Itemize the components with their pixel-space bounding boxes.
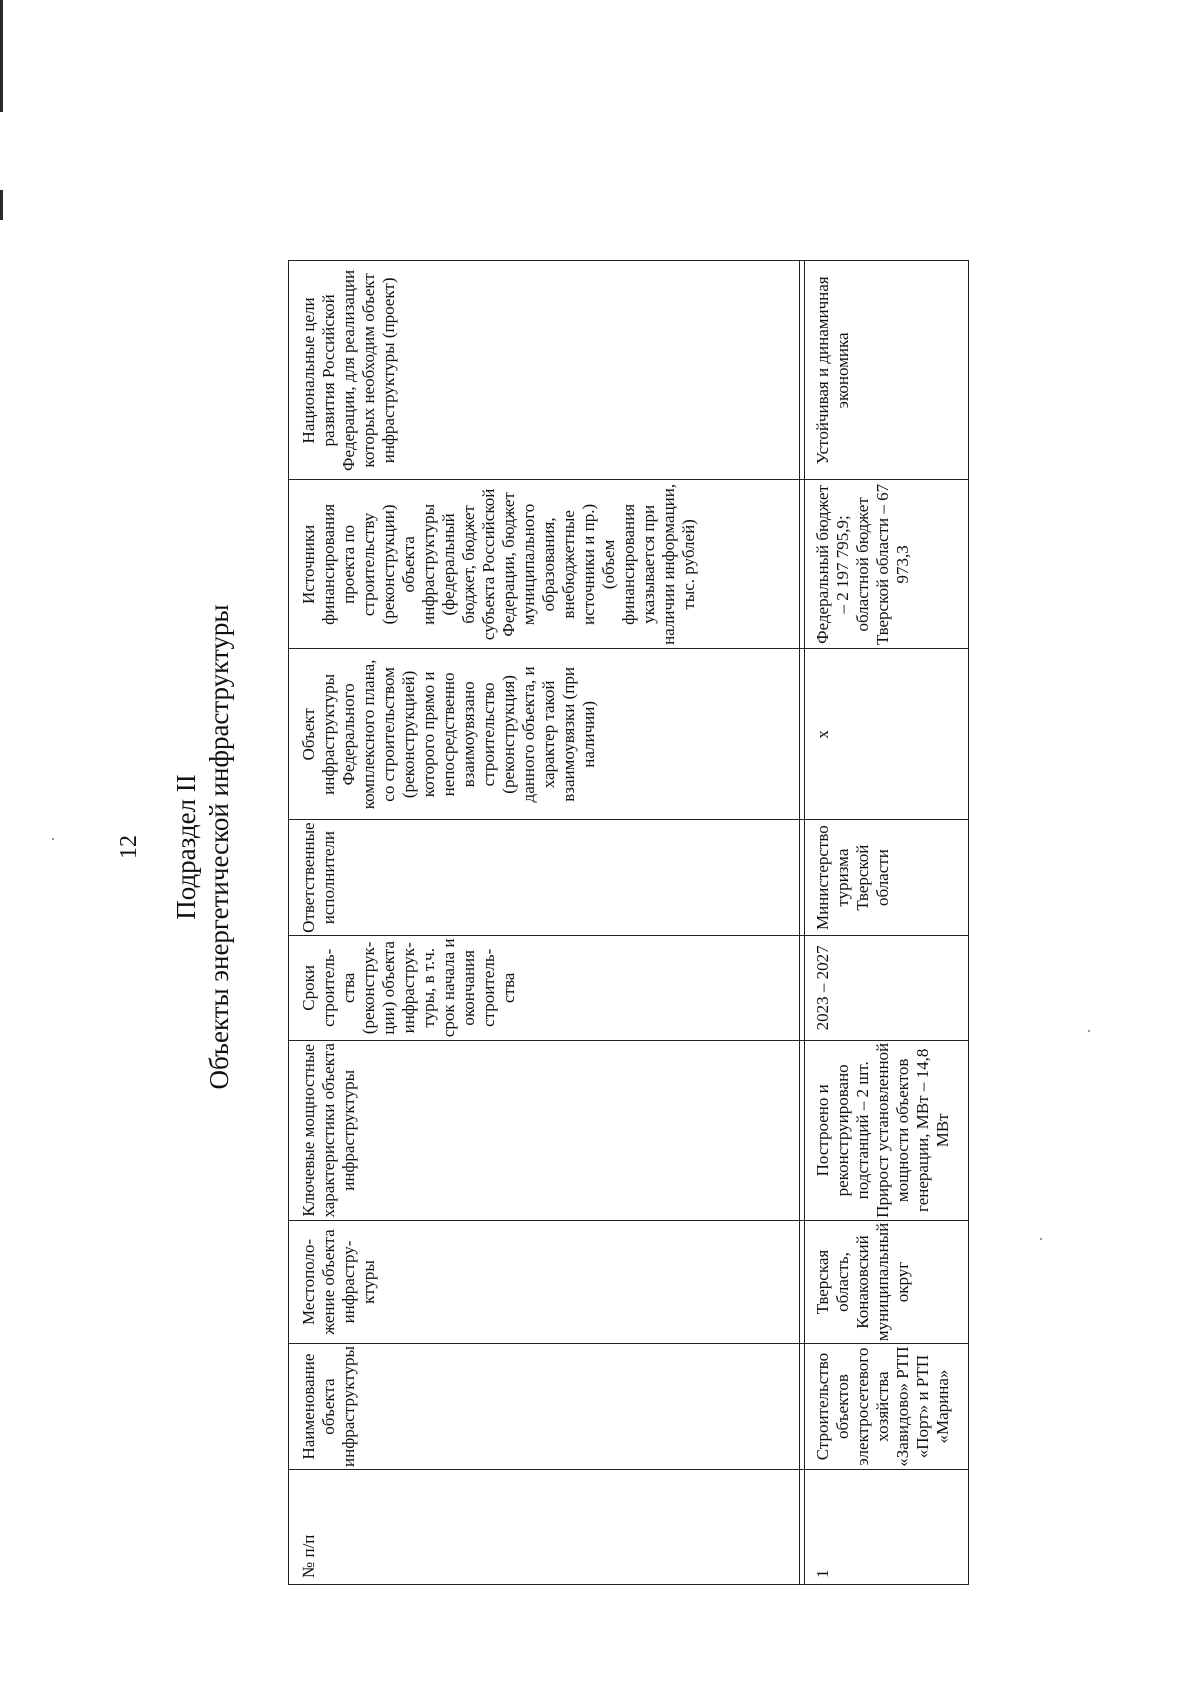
- cell-financing: Федеральный бюджет – 2 197 795,9; областной бюджет Тверской области – 67 973,3: [805, 480, 969, 649]
- header-timing: Сроки строитель-ства (реконструк-ции) объекта инфраструк-туры, в т.ч. срок начала и окончания строитель-ства: [289, 935, 800, 1040]
- cell-executors: Министерство туризма Тверской области: [805, 820, 969, 935]
- header-name: Наименование объекта инфраструктуры: [289, 1344, 800, 1470]
- cell-goals: Устойчивая и динамичная экономика: [805, 261, 969, 480]
- cell-federal-plan: х: [805, 649, 969, 820]
- header-federal-plan: Объект инфраструктуры Федерального комплексного плана, со строительством (реконструкцией) которого прямо и непосредственно взаимоувязано строительство (реконструкция) данного объекта, и характер такой взаимоувязки (при наличии): [289, 649, 800, 820]
- table-row: [805, 261, 969, 1585]
- header-executors: Ответственные исполнители: [289, 820, 800, 935]
- infrastructure-table: [288, 260, 969, 1585]
- table-header-row: [289, 261, 800, 1585]
- cell-location: Тверская область, Конаковский муниципальный округ: [805, 1220, 969, 1343]
- cell-name: Строительство объектов электросетевого хозяйства «Завидово» РТП «Порт» и РТП «Марина»: [805, 1344, 969, 1470]
- cell-capacity: Построено и реконструировано подстанций – 2 шт. Прирост установленной мощности объектов генерации, МВт – 14,8 МВт: [805, 1040, 969, 1220]
- header-num: № п/п: [289, 1470, 800, 1585]
- section-title: Объекты энергетической инфраструктуры: [204, 604, 234, 1090]
- header-capacity: Ключевые мощностные характеристики объекта инфраструктуры: [289, 1040, 800, 1220]
- cell-num: 1: [805, 1470, 969, 1585]
- header-goals: Национальные цели развития Российской Федерации, для реализации которых необходим объект инфраструктуры (проект): [289, 261, 800, 480]
- section-subtitle: Подраздел II: [171, 774, 201, 920]
- page-number: 12: [116, 835, 142, 859]
- cell-timing: 2023 – 2027: [805, 935, 969, 1040]
- header-location: Местополо-жение объекта инфрастру-ктуры: [289, 1220, 800, 1343]
- header-financing: Источники финансирования проекта по строительству (реконструкции) объекта инфраструктуры (федеральный бюджет, бюджет субъекта Российской Федерации, бюджет муниципального образования, внебюджетные источники и пр.) (объем финансирования указывается при наличии информации, тыс. рублей): [289, 480, 800, 649]
